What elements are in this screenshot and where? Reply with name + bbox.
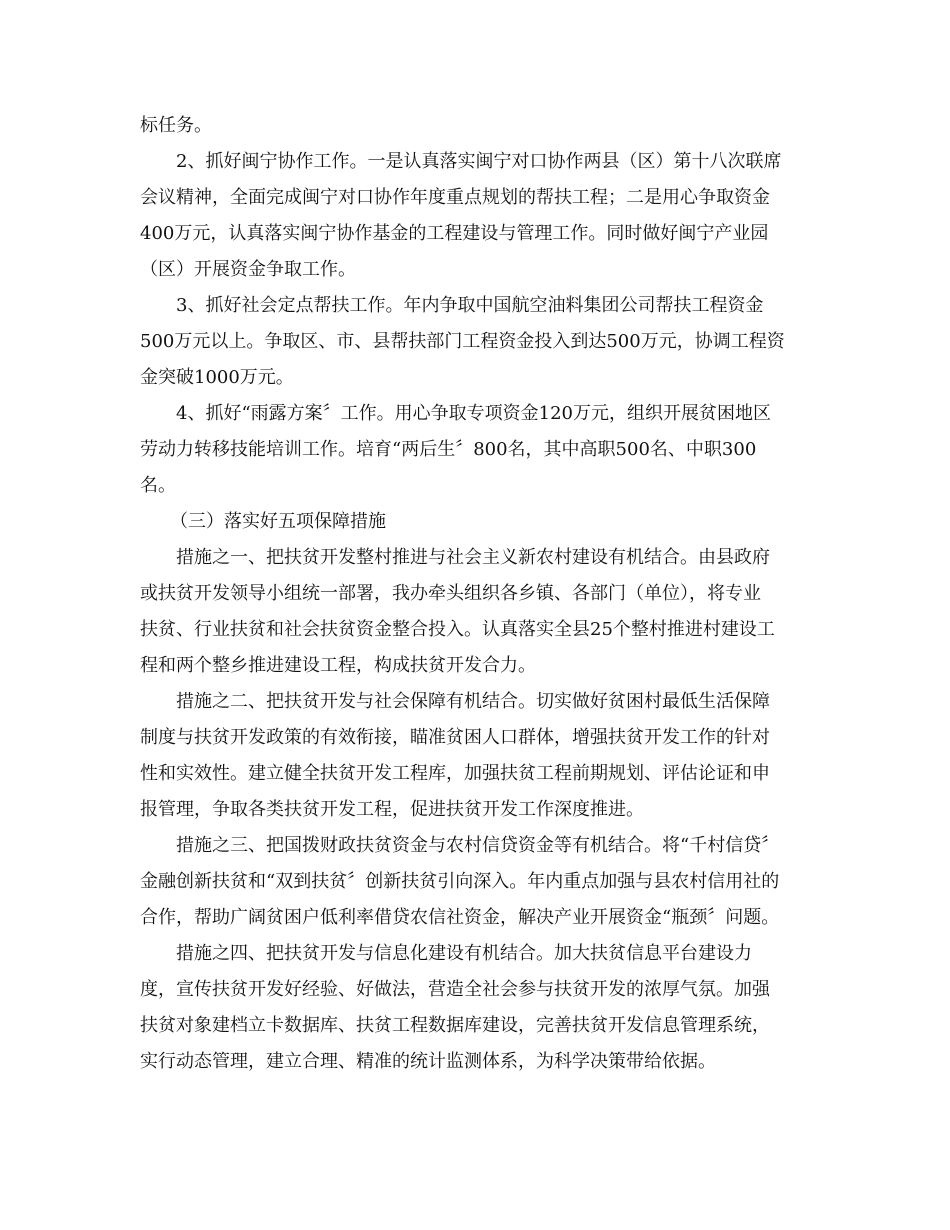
- body-line: 实行动态管理，建立合理、精准的统计监测体系，为科学决策带给依据。: [140, 1051, 716, 1072]
- body-line: 程和两个整乡推进建设工程，构成扶贫开发合力。: [140, 655, 536, 676]
- paragraph-first-line: 2、抓好闽宁协作工作。一是认真落实闽宁对口协作两县（区）第十八次联席: [176, 151, 782, 172]
- body-line: 金融创新扶贫和“双到扶贫〞创新扶贫引向深入。年内重点加强与县农村信用社的: [140, 871, 780, 892]
- body-line: 性和实效性。建立健全扶贫开发工程库，加强扶贫工程前期规划、评估论证和申: [140, 763, 770, 784]
- body-line: （区）开展资金争取工作。: [140, 259, 356, 280]
- body-line: 扶贫对象建档立卡数据库、扶贫工程数据库建设，完善扶贫开发信息管理系统，: [140, 1015, 770, 1036]
- body-line: 扶贫、行业扶贫和社会扶贫资金整合投入。认真落实全县25个整村推进村建设工: [140, 619, 775, 640]
- body-line: 合作，帮助广阔贫困户低利率借贷农信社资金，解决产业开展资金“瓶颈〞问题。: [140, 907, 780, 928]
- paragraph-first-line: 措施之一、把扶贫开发整村推进与社会主义新农村建设有机结合。由县政府: [176, 547, 770, 568]
- body-line: 报管理，争取各类扶贫开发工程，促进扶贫开发工作深度推进。: [140, 799, 644, 820]
- paragraph-first-line: 措施之四、把扶贫开发与信息化建设有机结合。加大扶贫信息平台建设力: [176, 943, 752, 964]
- document-body: [140, 108, 820, 1080]
- body-line: 金突破1000万元。: [140, 367, 294, 388]
- body-line: 400万元，认真落实闽宁协作基金的工程建设与管理工作。同时做好闽宁产业园: [140, 223, 769, 244]
- paragraph-first-line: 3、抓好社会定点帮扶工作。年内争取中国航空油料集团公司帮扶工程资金: [176, 295, 764, 316]
- paragraph-first-line: 措施之三、把国拨财政扶贫资金与农村信贷资金等有机结合。将“千村信贷〞: [176, 835, 780, 856]
- body-line: 度，宣传扶贫开发好经验、好做法，营造全社会参与扶贫开发的浓厚气氛。加强: [140, 979, 770, 1000]
- body-line: 劳动力转移技能培训工作。培育“两后生〞800名，其中高职500名、中职300: [140, 439, 757, 460]
- body-line: 名。: [140, 475, 176, 496]
- body-line: 标任务。: [140, 115, 212, 136]
- body-line: 制度与扶贫开发政策的有效衔接，瞄准贫困人口群体，增强扶贫开发工作的针对: [140, 727, 770, 748]
- section-heading: （三）落实好五项保障措施: [170, 511, 386, 532]
- paragraph-first-line: 4、抓好“雨露方案〞工作。用心争取专项资金120万元，组织开展贫困地区: [176, 403, 772, 424]
- body-line: 或扶贫开发领导小组统一部署，我办牵头组织各乡镇、各部门（单位），将专业: [140, 583, 761, 604]
- body-line: 500万元以上。争取区、市、县帮扶部门工程资金投入到达500万元，协调工程资: [140, 331, 785, 352]
- body-line: 会议精神，全面完成闽宁对口协作年度重点规划的帮扶工程；二是用心争取资金: [140, 187, 770, 208]
- paragraph-first-line: 措施之二、把扶贫开发与社会保障有机结合。切实做好贫困村最低生活保障: [176, 691, 770, 712]
